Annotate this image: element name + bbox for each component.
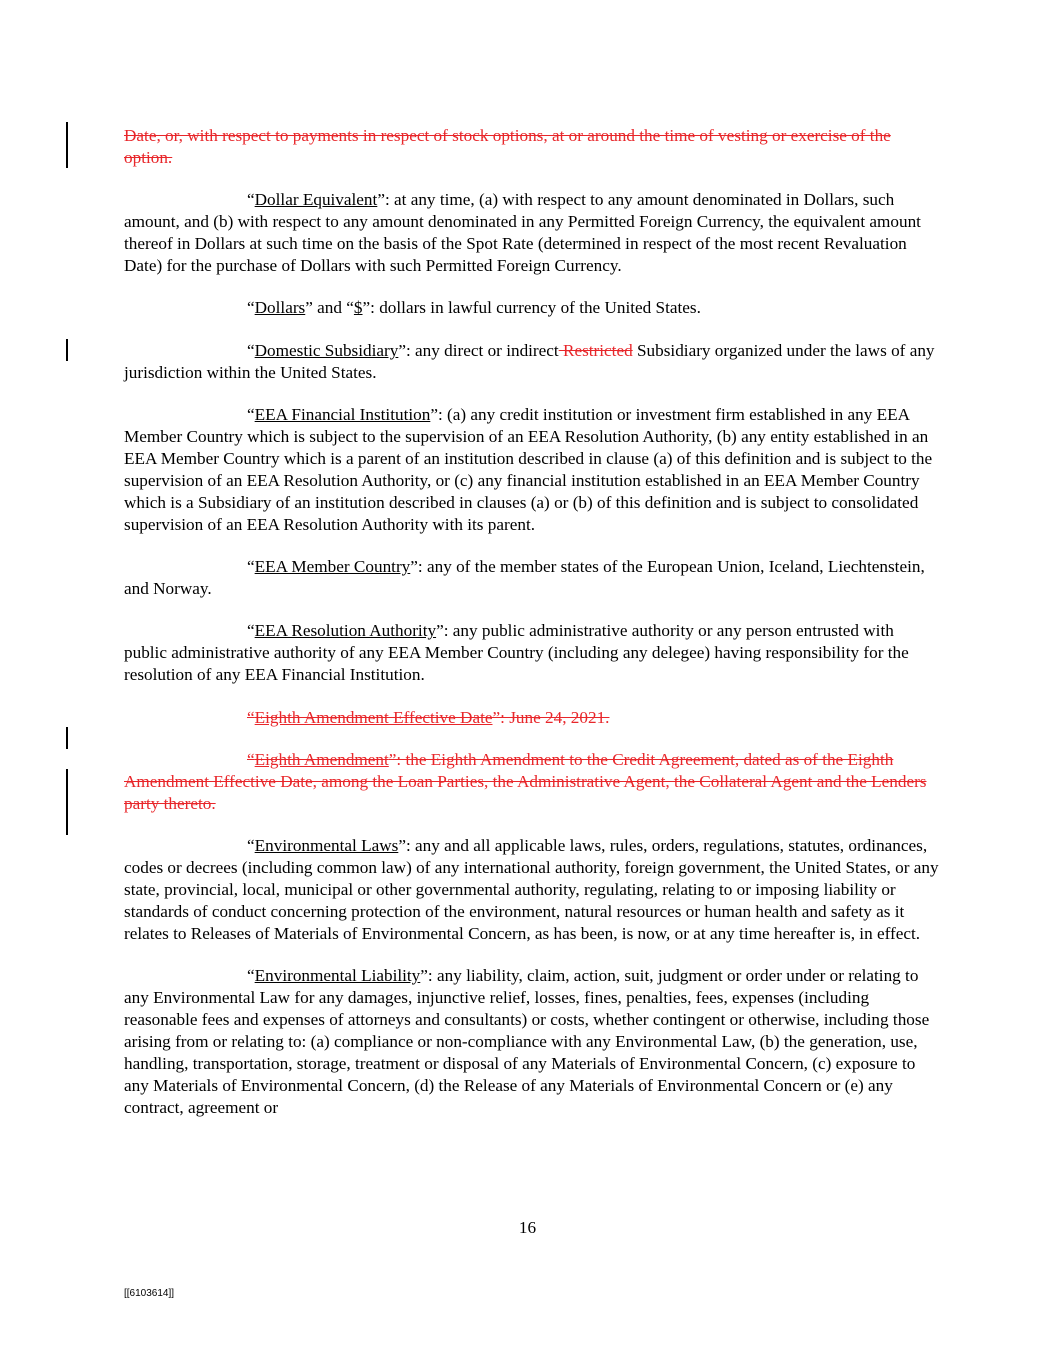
definition-eea-resolution-authority: “EEA Resolution Authority”: any public administrative authority or any person entrusted with public administrative authority of any EEA Member Country (including any delegee) having responsibility for the resolution of any EEA Financial Institution. — [124, 621, 909, 685]
deleted-text: Date, or, with respect to payments in respect of stock options, at or around the time of vesting or exercise of the option. — [124, 126, 891, 167]
defined-term: Domestic Subsidiary — [254, 340, 399, 360]
defined-term: Dollar Equivalent — [254, 190, 378, 210]
definition-eea-member-country: “EEA Member Country”: any of the member states of the European Union, Iceland, Liechtenstein, and Norway. — [124, 557, 925, 598]
defined-term: EEA Financial Institution — [254, 405, 431, 425]
deleted-paragraph-continuation — [124, 125, 939, 169]
defined-term: $ — [353, 298, 363, 318]
definition-environmental-liability: “Environmental Liability”: any liability, claim, action, suit, judgment or order under or relating to any Environmental Law for any damages, injunctive relief, losses, fines, penalties, fees, expenses (including reasonable fees and expenses of attorneys and consultants) or costs, whether contingent or otherwise, including those arising from or relating to: (a) compliance or non-compliance with any Environmental Law, (b) the generation, use, handling, transportation, storage, treatment or disposal of any Materials of Environmental Concern, (c) exposure to any Materials of Environmental Concern, (d) the Release of any Materials of Environmental Concern or (e) any contract, agreement or — [124, 966, 930, 1117]
change-bar — [66, 339, 68, 361]
document-body — [124, 125, 939, 1139]
definition-eighth-amendment-effective-date-deleted: “Eighth Amendment Effective Date”: June 24, 2021. — [247, 707, 610, 727]
defined-term: EEA Member Country — [254, 557, 411, 577]
defined-term: Environmental Laws — [254, 836, 399, 856]
deleted-defined-term: Eighth Amendment Effective Date — [254, 707, 493, 727]
definition-environmental-laws: “Environmental Laws”: any and all applicable laws, rules, orders, regulations, statutes, ordinances, codes or decrees (including common law) of any international authority, foreign government, the United States, or any state, provincial, local, municipal or other governmental authority, regulating, relating to or imposing liability or standards of conduct concerning protection of the environment, natural resources or human health and safety as it relates to Releases of Materials of Environmental Concern, as has been, is now, or at any time hereafter is, in effect. — [124, 836, 939, 943]
change-bar — [66, 769, 68, 835]
definition-domestic-subsidiary: “Domestic Subsidiary”: any direct or indirect Restricted Subsidiary organized under the laws of any jurisdiction within the United States. — [124, 340, 935, 382]
definition-eea-financial-institution: “EEA Financial Institution”: (a) any credit institution or investment firm established in any EEA Member Country which is subject to the supervision of an EEA Resolution Authority, (b) any entity established in an EEA Member Country which is a parent of an institution described in clause (a) of this definition and is subject to the supervision of an EEA Resolution Authority, or (c) any financial institution established in an EEA Member Country which is a Subsidiary of an institution described in clauses (a) or (b) of this definition and is subject to consolidated supervision of an EEA Resolution Authority with its parent. — [124, 405, 933, 534]
deleted-defined-term: Eighth Amendment — [254, 750, 389, 770]
definition-eighth-amendment-deleted: “Eighth Amendment”: the Eighth Amendment to the Credit Agreement, dated as of the Eighth Amendment Effective Date, among the Loan Parties, the Administrative Agent, the Collateral Agent and the Lenders party thereto. — [124, 750, 927, 813]
definition-dollar-equivalent: “Dollar Equivalent”: at any time, (a) with respect to any amount denominated in Dollars, such amount, and (b) with respect to any amount denominated in any Permitted Foreign Currency, the equivalent amount thereof in Dollars at such time on the basis of the Spot Rate (determined in respect of the most recent Revaluation Date) for the purchase of Dollars with such Permitted Foreign Currency. — [124, 190, 921, 276]
defined-term: EEA Resolution Authority — [254, 621, 437, 641]
deleted-text: ”: the Eighth Amendment to the Credit Agreement, dated as of the Eighth Amendment Effective Date, among the Loan Parties, the Administrative Agent, the Collateral Agent and the Lenders party thereto. — [124, 750, 927, 813]
defined-term: Environmental Liability — [254, 966, 421, 986]
change-bar — [66, 727, 68, 749]
deleted-text: ”: June 24, 2021. — [492, 707, 610, 727]
change-bar — [66, 122, 68, 168]
definition-dollars: “Dollars” and “$”: dollars in lawful currency of the United States. — [247, 298, 701, 318]
page-number: 16 — [518, 1218, 537, 1237]
defined-term: Dollars — [254, 298, 306, 318]
deleted-text: Restricted — [558, 340, 633, 360]
document-id: [[6103614]] — [124, 1288, 175, 1299]
